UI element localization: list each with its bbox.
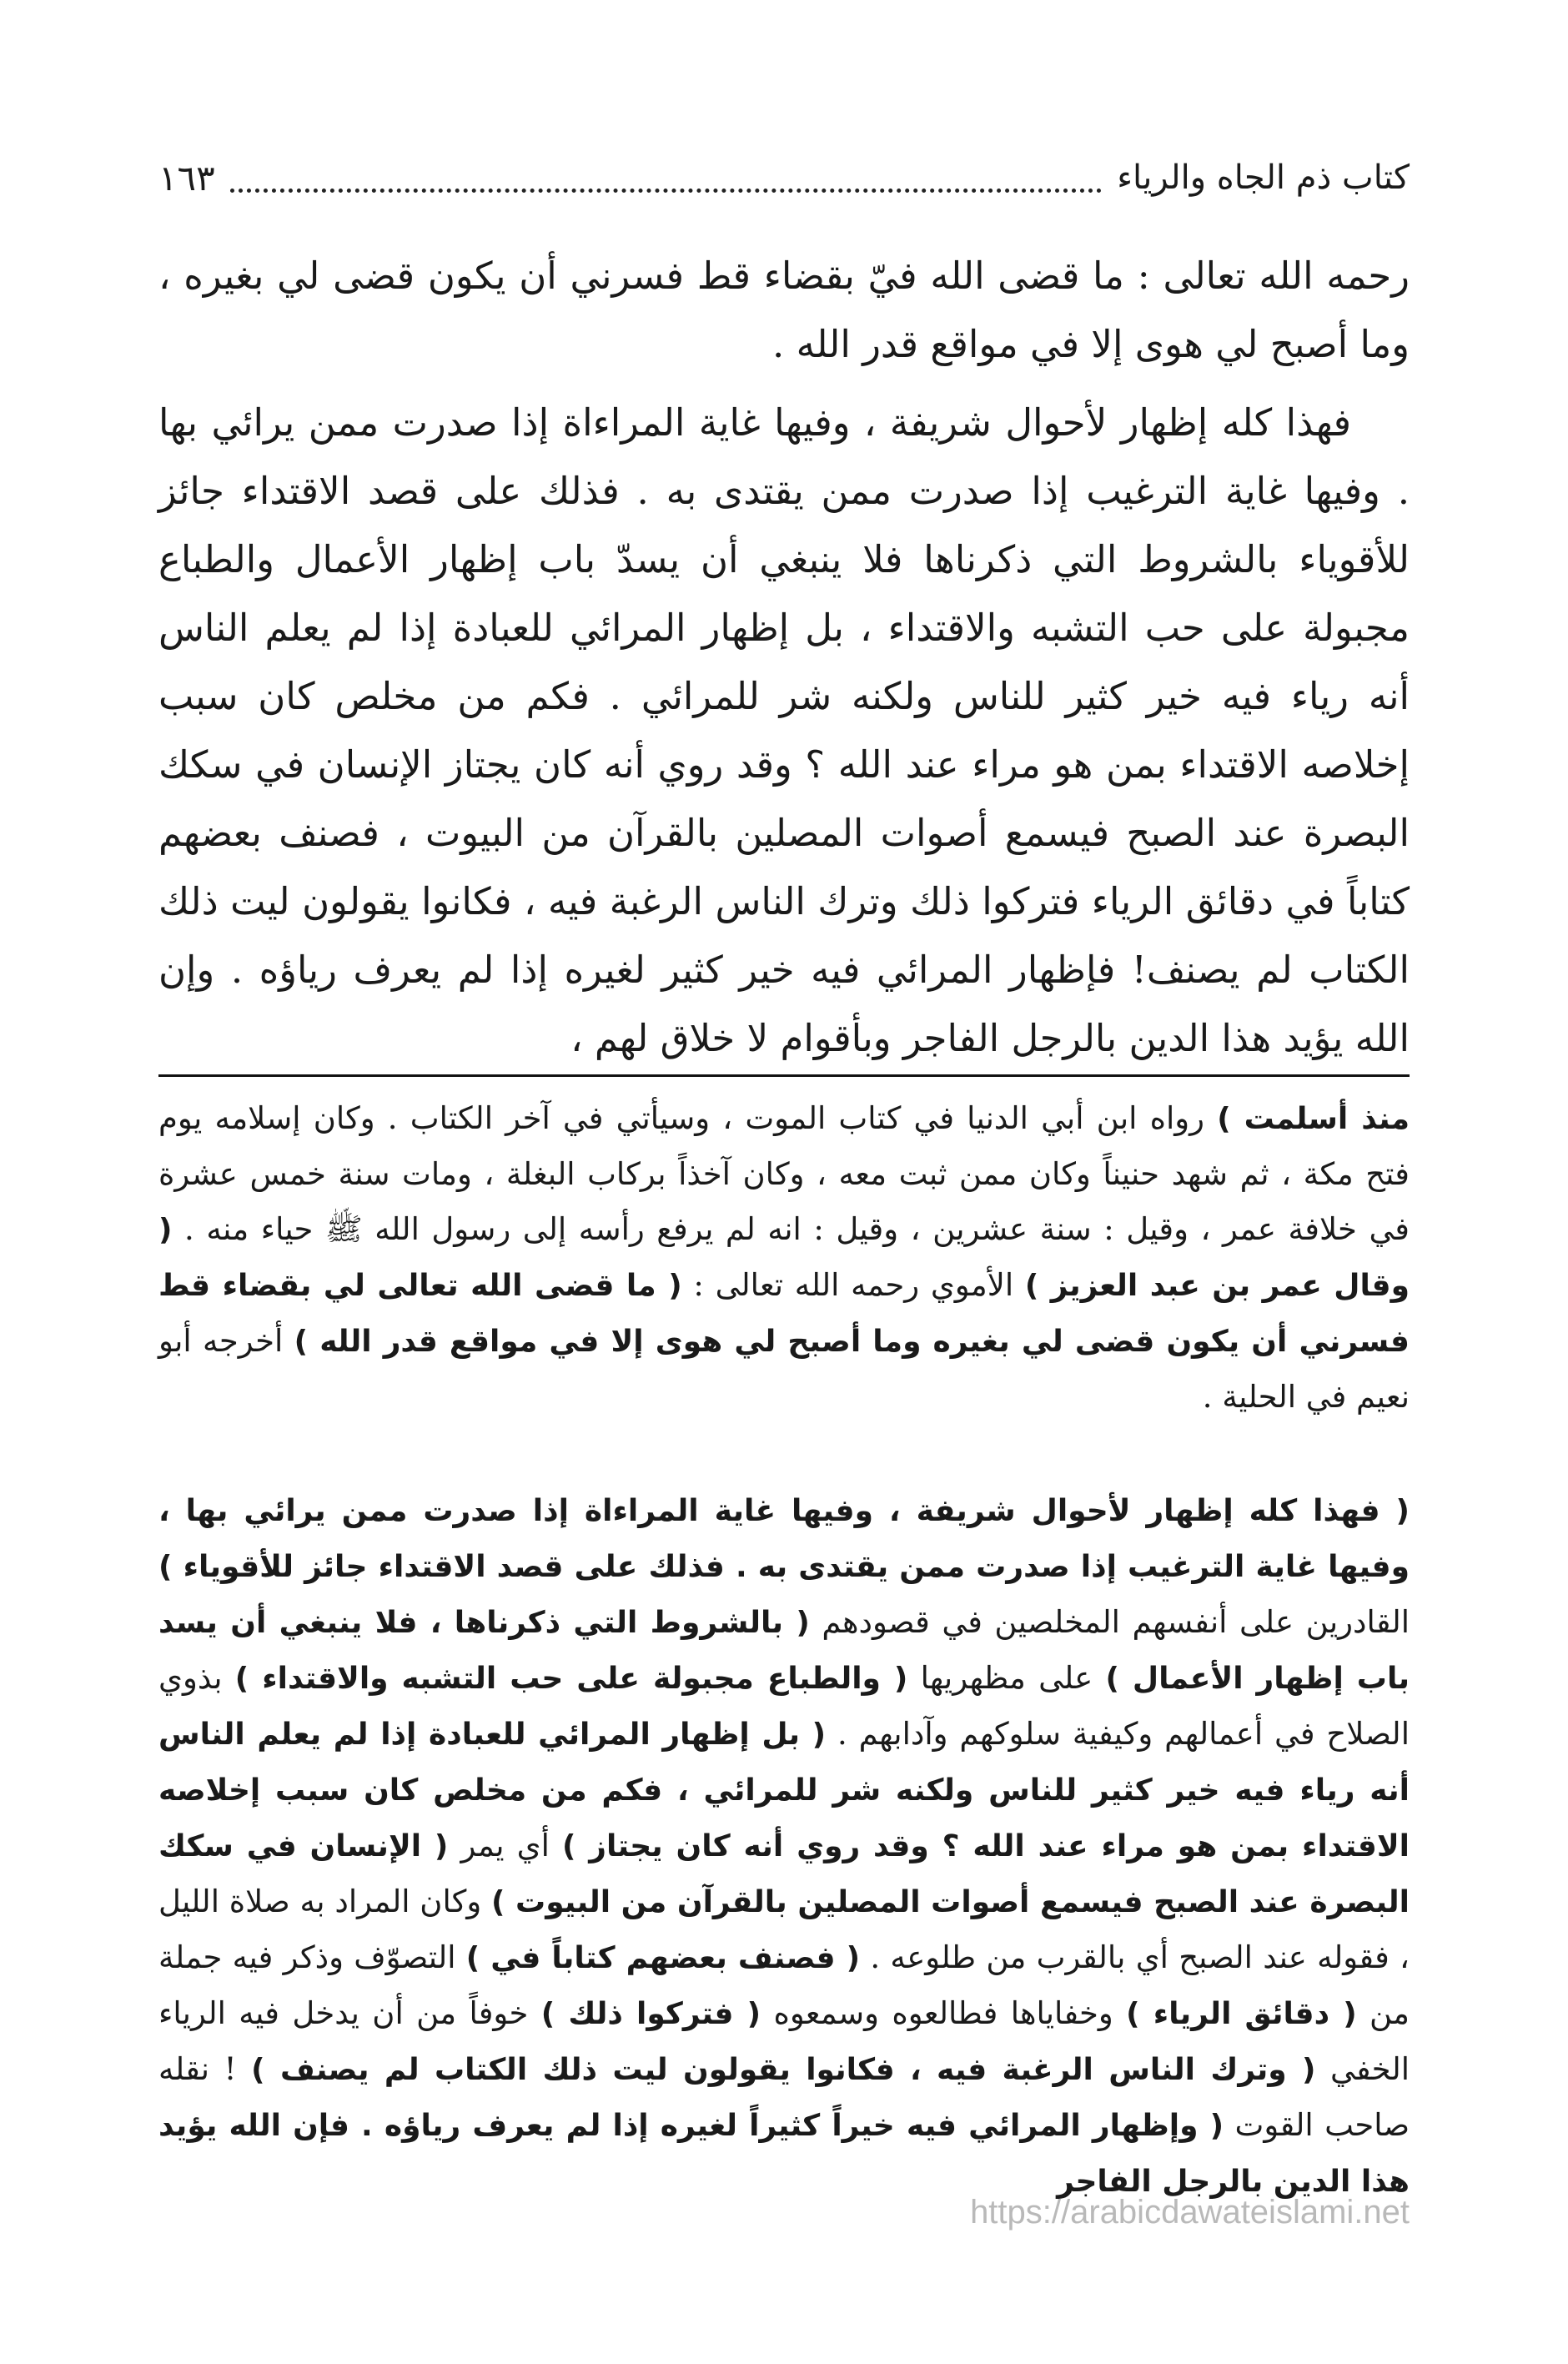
quoted-matn: ( وقال عمر بن عبد العزيز ) <box>158 1213 1410 1303</box>
commentary-paragraph-2 <box>158 1483 1410 2210</box>
quoted-matn: ( فصنف بعضهم كتاباً في ) <box>465 1941 861 1975</box>
commentary-text: التصوّف وذكر فيه جملة من <box>158 1939 1410 2031</box>
quoted-matn: ( بل إظهار المرائي للعبادة إذا لم يعلم الناس أنه رياء فيه خير كثير للناس ولكنه شر للمرائي ، فكم من مخلص كان سبب إخلاصه الاقتداء بمن هو مراء عند الله ؟ وقد روي أنه كان يجتاز ) <box>158 1718 1410 1864</box>
commentary-text: وكان المراد به صلاة الليل ، فقوله عند الصبح أي بالقرب من طلوعه . <box>158 1884 1410 1975</box>
commentary-block-2 <box>158 1483 1410 2210</box>
quoted-matn: ( والطباع مجبولة على حب التشبه والاقتداء ) <box>234 1662 908 1696</box>
commentary-paragraph-1 <box>158 1091 1410 1425</box>
commentary-text: الأموي رحمه الله تعالى : <box>693 1267 1014 1303</box>
quoted-matn: ( فهذا كله إظهار لأحوال شريفة ، وفيها غاية المراءاة إذا صدرت ممن يرائي بها ، وفيها غاية الترغيب إذا صدرت ممن يقتدى به . فذلك على قصد الاقتداء جائز للأقوياء ) <box>158 1494 1410 1584</box>
footnote-divider <box>158 1074 1410 1077</box>
commentary-text: خوفاً من أن يدخل فيه الرياء الخفي <box>158 1995 1410 2087</box>
commentary-text: أخرجه أبو نعيم في الحلية . <box>158 1323 1410 1415</box>
page-number: ١٦٣ <box>158 157 215 199</box>
commentary-text: وخفاياها فطالعوه وسمعوه <box>773 1995 1113 2031</box>
quoted-matn: ( الإنسان في سكك البصرة عند الصبح فيسمع أصوات المصلين بالقرآن من البيوت ) <box>158 1829 1410 1919</box>
commentary-text: بذوي الصلاح في أعمالهم وكيفية سلوكهم وآدابهم . <box>158 1660 1410 1752</box>
commentary-block-1 <box>158 1091 1410 1425</box>
quoted-matn: ( فتركوا ذلك ) <box>540 1997 761 2031</box>
commentary-text: على مظهريها <box>920 1660 1093 1696</box>
running-header <box>158 148 1410 207</box>
quoted-matn: منذ أسلمت ) <box>1217 1102 1410 1136</box>
running-title: كتاب ذم الجاه والرياء <box>1117 158 1410 197</box>
quoted-matn: ( وترك الناس الرغبة فيه ، فكانوا يقولون ليت ذلك الكتاب لم يصنف ) <box>251 2053 1316 2087</box>
quoted-matn: ( ما قضى الله تعالى لي بقضاء قط فسرني أن يكون قضى لي بغيره وما أصبح لي هوى إلا في مواقع قدر الله ) <box>158 1269 1410 1359</box>
quoted-matn: ( وإظهار المرائي فيه خيراً كثيراً لغيره إذا لم يعرف رياؤه . فإن الله يؤيد هذا الدين بالرجل الفاجر <box>158 2109 1410 2199</box>
main-paragraph-2: فهذا كله إظهار لأحوال شريفة ، وفيها غاية المراءاة إذا صدرت ممن يرائي بها . وفيها غاية الترغيب إذا صدرت ممن يقتدى به . فذلك على قصد الاقتداء جائز للأقوياء بالشروط التي ذكرناها فلا ينبغي أن يسدّ باب إظهار الأعمال والطباع مجبولة على حب التشبه والاقتداء ، بل إظهار المرائي للعبادة إذا لم يعلم الناس أنه رياء فيه خير كثير للناس ولكنه شر للمرائي . فكم من مخلص كان سبب إخلاصه الاقتداء بمن هو مراء عند الله ؟ وقد روي أنه كان يجتاز الإنسان في سكك البصرة عند الصبح فيسمع أصوات المصلين بالقرآن من البيوت ، فصنف بعضهم كتاباً في دقائق الرياء فتركوا ذلك وترك الناس الرغبة فيه ، فكانوا يقولون ليت ذلك الكتاب لم يصنف! فإظهار المرائي فيه خير كثير لغيره إذا لم يعرف رياؤه . وإن الله يؤيد هذا الدين بالرجل الفاجر وبأقوام لا خلاق لهم ، <box>158 400 1410 1060</box>
commentary-text: القادرين على أنفسهم المخلصين في قصودهم <box>822 1604 1410 1640</box>
main-paragraph-1: رحمه الله تعالى : ما قضى الله فيّ بقضاء قط فسرني أن يكون قضى لي بغيره ، وما أصبح لي هوى إلا في مواقع قدر الله . <box>158 254 1410 366</box>
quoted-matn: ( بالشروط التي ذكرناها ، فلا ينبغي أن يسد باب إظهار الأعمال ) <box>158 1606 1410 1696</box>
commentary-text: رواه ابن أبي الدنيا في كتاب الموت ، وسيأتي في آخر الكتاب . وكان إسلامه يوم فتح مكة ، ثم شهد حنيناً وكان ممن ثبت معه ، وكان آخذاً بركاب البغلة ، ومات سنة خمس عشرة في خلافة عمر ، وقيل : سنة عشرين ، وقيل : انه لم يرفع رأسه إلى رسول الله ﷺ حياء منه . <box>158 1100 1410 1247</box>
quoted-matn: ( دقائق الرياء ) <box>1126 1997 1357 2031</box>
leader-dots <box>230 163 1103 193</box>
commentary-text: أي يمر <box>460 1828 550 1864</box>
main-text <box>158 242 1410 1083</box>
commentary-text: ! نقله صاحب القوت <box>158 2051 1410 2143</box>
site-watermark: https://arabicdawateislami.net <box>970 2194 1410 2231</box>
